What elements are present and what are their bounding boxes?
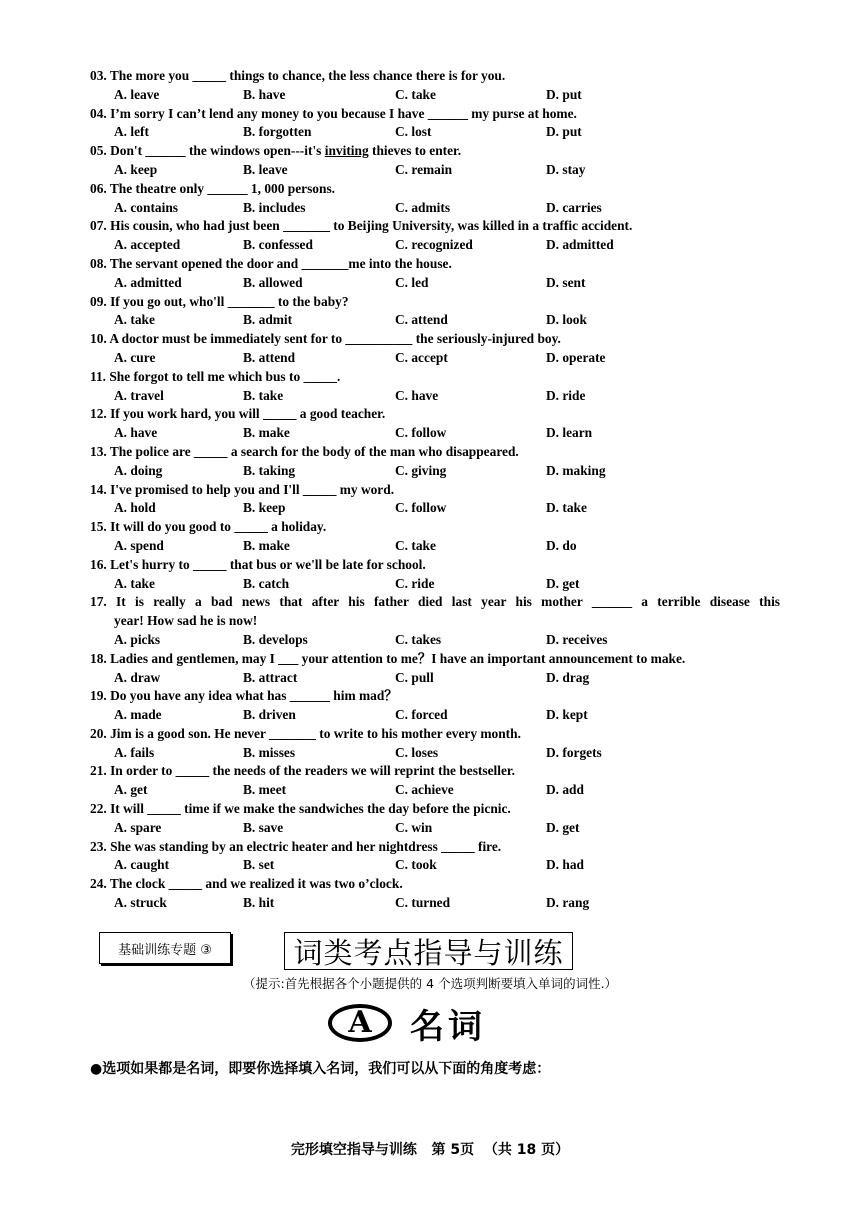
option-a: A. get — [114, 782, 148, 798]
hint-text: （提示:首先根据各个小题提供的 4 个选项判断要填入单词的词性.） — [242, 976, 618, 991]
option-b: B. taking — [243, 462, 296, 478]
question-item — [90, 725, 780, 763]
option-d: D. do — [546, 537, 577, 553]
option-c: C. led — [395, 274, 429, 290]
option-a: A. left — [114, 124, 149, 140]
option-a: A. spare — [114, 819, 162, 835]
option-c: C. turned — [395, 895, 451, 911]
option-c: C. takes — [395, 631, 442, 647]
option-a: A. take — [114, 312, 155, 328]
option-row — [90, 499, 780, 518]
question-stem — [90, 255, 780, 274]
option-row — [90, 631, 780, 650]
question-stem — [90, 293, 780, 312]
option-d: D. receives — [546, 631, 608, 647]
option-c: C. pull — [395, 669, 434, 685]
question-item — [90, 67, 780, 105]
option-a: A. take — [114, 575, 155, 591]
question-stem — [90, 518, 780, 537]
stem-text: 24. The clock _____ and we realized it was two o’clock. — [90, 876, 403, 892]
question-stem — [90, 217, 780, 236]
option-b: B. set — [243, 857, 275, 873]
option-row — [90, 894, 780, 913]
option-c: C. take — [395, 86, 436, 102]
option-c: C. loses — [395, 744, 439, 760]
topic-label: 基础训练专题 ③ — [118, 942, 212, 958]
option-d: D. had — [546, 857, 584, 873]
option-a: A. caught — [114, 857, 170, 873]
question-stem — [90, 687, 780, 706]
stem-text: thieves to enter. — [368, 143, 462, 159]
option-d: D. add — [546, 782, 584, 798]
question-stem — [90, 556, 780, 575]
question-item — [90, 593, 780, 649]
question-item — [90, 687, 780, 725]
option-d: D. get — [546, 575, 580, 591]
option-b: B. attend — [243, 349, 296, 365]
option-b: B. save — [243, 819, 284, 835]
option-d: D. learn — [546, 425, 593, 441]
question-stem — [90, 838, 780, 857]
option-row — [90, 161, 780, 180]
option-row — [90, 311, 780, 330]
option-a: A. hold — [114, 500, 156, 516]
circled-letter — [328, 1004, 392, 1042]
question-item — [90, 330, 780, 368]
question-stem — [90, 762, 780, 781]
option-a: A. picks — [114, 631, 161, 647]
option-row — [90, 575, 780, 594]
option-row — [90, 86, 780, 105]
option-c: C. remain — [395, 161, 453, 177]
option-a: A. draw — [114, 669, 161, 685]
option-row — [90, 387, 780, 406]
question-stem — [90, 405, 780, 424]
option-b: B. develops — [243, 631, 308, 647]
stem-text: 10. A doctor must be immediately sent for to __________ the seriously-injured boy. — [90, 331, 561, 347]
stem-text: 04. I’m sorry I can’t lend any money to you because I have ______ my purse at home. — [90, 105, 577, 121]
option-c: C. recognized — [395, 237, 473, 253]
question-item — [90, 650, 780, 688]
option-row — [90, 349, 780, 368]
question-item — [90, 800, 780, 838]
stem-text: 15. It will do you good to _____ a holiday. — [90, 519, 327, 535]
option-d: D. stay — [546, 161, 586, 177]
option-b: B. make — [243, 425, 290, 441]
question-item — [90, 142, 780, 180]
option-d: D. admitted — [546, 237, 614, 253]
question-item — [90, 481, 780, 519]
option-a: A. leave — [114, 86, 160, 102]
option-a: A. cure — [114, 349, 156, 365]
option-b: B. catch — [243, 575, 290, 591]
stem-text: 19. Do you have any idea what has ______ him mad？ — [90, 688, 398, 704]
option-b: B. have — [243, 86, 286, 102]
question-item — [90, 405, 780, 443]
question-item — [90, 293, 780, 331]
stem-text: 03. The more you _____ things to chance, the less chance there is for you. — [90, 68, 506, 83]
option-d: D. put — [546, 86, 582, 102]
question-stem — [90, 593, 780, 612]
option-b: B. keep — [243, 500, 286, 516]
option-d: D. carries — [546, 199, 602, 215]
question-stem — [90, 368, 780, 387]
stem-text: 06. The theatre only ______ 1, 000 persons. — [90, 180, 336, 196]
option-c: C. take — [395, 537, 436, 553]
option-b: B. hit — [243, 895, 275, 911]
option-a: A. made — [114, 707, 162, 723]
option-b: B. misses — [243, 744, 296, 760]
option-b: B. forgotten — [243, 124, 312, 140]
stem-text: 23. She was standing by an electric heater and her nightdress _____ fire. — [90, 838, 502, 854]
option-d: D. sent — [546, 274, 586, 290]
option-b: B. take — [243, 387, 284, 403]
option-c: C. accept — [395, 349, 448, 365]
option-row — [90, 819, 780, 838]
question-item — [90, 875, 780, 913]
option-row — [90, 274, 780, 293]
section-title-box — [284, 932, 573, 970]
option-row — [90, 669, 780, 688]
option-c: C. have — [395, 387, 439, 403]
question-item — [90, 217, 780, 255]
question-item — [90, 838, 780, 876]
option-row — [90, 123, 780, 142]
option-c: C. follow — [395, 500, 447, 516]
question-stem — [90, 142, 780, 161]
option-a: A. keep — [114, 161, 158, 177]
option-a: A. travel — [114, 387, 164, 403]
question-stem — [90, 105, 780, 124]
stem-text: 13. The police are _____ a search for the body of the man who disappeared. — [90, 443, 519, 459]
option-c: C. giving — [395, 462, 447, 478]
option-a: A. spend — [114, 537, 164, 553]
option-a: A. accepted — [114, 237, 181, 253]
option-d: D. put — [546, 124, 582, 140]
option-b: B. includes — [243, 199, 306, 215]
question-stem — [90, 330, 780, 349]
question-stem — [90, 481, 780, 500]
stem-text: 09. If you go out, who'll _______ to the baby? — [90, 293, 349, 309]
option-c: C. ride — [395, 575, 435, 591]
question-stem — [90, 180, 780, 199]
question-item — [90, 443, 780, 481]
option-c: C. achieve — [395, 782, 454, 798]
question-stem — [90, 725, 780, 744]
section-name: 名词 — [410, 1006, 486, 1047]
option-row — [90, 744, 780, 763]
option-row — [90, 706, 780, 725]
option-b: B. confessed — [243, 237, 313, 253]
option-a: A. admitted — [114, 274, 182, 290]
question-item — [90, 368, 780, 406]
topic-label-box — [99, 932, 231, 964]
option-a: A. contains — [114, 199, 178, 215]
option-c: C. follow — [395, 425, 447, 441]
section-heading — [328, 1000, 486, 1046]
option-b: B. admit — [243, 312, 293, 328]
bullet-instruction: ●选项如果都是名词，即要你选择填入名词，我们可以从下面的角度考虑： — [90, 1061, 551, 1077]
question-item — [90, 556, 780, 594]
option-b: B. leave — [243, 161, 288, 177]
option-row — [90, 781, 780, 800]
option-row — [90, 236, 780, 255]
stem-text: 16. Let's hurry to _____ that bus or we'll be late for school. — [90, 556, 426, 572]
option-d: D. kept — [546, 707, 588, 723]
stem-text: 07. His cousin, who had just been _______ to Beijing University, was killed in a traffic accident. — [90, 218, 633, 234]
stem-text: 22. It will _____ time if we make the sandwiches the day before the picnic. — [90, 801, 511, 817]
option-d: D. operate — [546, 349, 606, 365]
stem-text: 11. She forgot to tell me which bus to _____. — [90, 368, 341, 384]
question-item — [90, 105, 780, 143]
question-stem — [90, 800, 780, 819]
stem-text: 21. In order to _____ the needs of the readers we will reprint the bestseller. — [90, 763, 515, 779]
option-d: D. making — [546, 462, 606, 478]
stem-text: 17. It is really a bad news that after his father died last year his mother ______ a terrible disease this — [90, 594, 780, 610]
option-b: B. driven — [243, 707, 296, 723]
option-a: A. have — [114, 425, 158, 441]
option-c: C. lost — [395, 124, 432, 140]
option-c: C. forced — [395, 707, 448, 723]
stem-text: 12. If you work hard, you will _____ a good teacher. — [90, 406, 386, 422]
question-item — [90, 255, 780, 293]
stem-text: 05. Don't ______ the windows open---it's — [90, 143, 325, 159]
question-stem — [90, 443, 780, 462]
underlined-word: inviting — [324, 143, 369, 159]
stem-text: 08. The servant opened the door and _______me into the house. — [90, 255, 452, 271]
question-stem — [90, 67, 780, 86]
question-item — [90, 518, 780, 556]
option-row — [90, 537, 780, 556]
stem-text: 14. I've promised to help you and I'll _____ my word. — [90, 481, 395, 497]
option-d: D. ride — [546, 387, 586, 403]
stem-text: 20. Jim is a good son. He never _______ to write to his mother every month. — [90, 725, 521, 741]
option-c: C. win — [395, 819, 433, 835]
page-footer: 完形填空指导与训练 第 5页 （共 18 页） — [290, 1142, 570, 1158]
question-list — [90, 67, 780, 913]
stem-text: 18. Ladies and gentlemen, may I ___ your attention to me？I have an important announcement to make. — [90, 650, 686, 666]
question-stem — [90, 875, 780, 894]
option-a: A. doing — [114, 462, 163, 478]
question-item — [90, 762, 780, 800]
option-row — [90, 856, 780, 875]
option-d: D. look — [546, 312, 587, 328]
question-item — [90, 180, 780, 218]
option-d: D. take — [546, 500, 587, 516]
option-c: C. admits — [395, 199, 451, 215]
option-row — [90, 199, 780, 218]
option-row — [90, 424, 780, 443]
option-d: D. forgets — [546, 744, 602, 760]
section-letter: A — [348, 1005, 372, 1040]
option-d: D. get — [546, 819, 580, 835]
option-c: C. attend — [395, 312, 448, 328]
option-b: B. meet — [243, 782, 287, 798]
option-d: D. rang — [546, 895, 590, 911]
question-stem — [90, 650, 780, 669]
option-d: D. drag — [546, 669, 590, 685]
option-b: B. attract — [243, 669, 298, 685]
stem-continuation: year! How sad he is now! — [114, 613, 258, 629]
option-a: A. struck — [114, 895, 167, 911]
option-b: B. allowed — [243, 274, 303, 290]
option-a: A. fails — [114, 744, 155, 760]
option-c: C. took — [395, 857, 437, 873]
option-b: B. make — [243, 537, 290, 553]
option-row — [90, 462, 780, 481]
page-title: 词类考点指导与训练 — [293, 935, 564, 970]
